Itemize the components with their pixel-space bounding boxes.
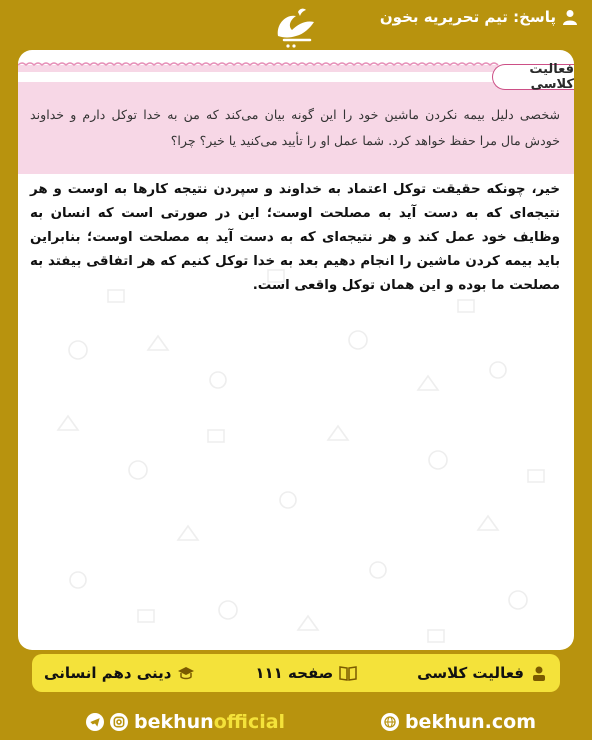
info-page: [255, 664, 357, 682]
student-icon: [530, 665, 548, 681]
info-activity: [417, 664, 548, 682]
top-bar: [0, 0, 592, 40]
user-icon: [562, 9, 578, 25]
website-link[interactable]: [381, 711, 536, 733]
website-text: bekhun.com: [404, 711, 536, 733]
graduation-cap-icon: [177, 665, 195, 681]
section-tab-classroom-activity: فعالیت کلاسی: [492, 64, 574, 90]
lesson-info-bar: [32, 654, 560, 692]
footer: [0, 704, 592, 740]
answer-text: خیر، چونکه حقیقت توکل اعتماد به خداوند و سپردن نتیجه کارها به اوست و هر نتیجه‌ای که به دست آید به مصلحت اوست؛ این در صورتی است که انسان به وظایف خود عمل کند و هر نتیجه‌ای که به دست آید به مصلحت اوست؛ بنابراین باید بیمه کردن ماشین را انجام دهیم بعد به خدا توکل کنیم که هر اتفاقی بیفتد به مصلحت ما بوده و این همان توکل واقعی است.: [30, 182, 560, 293]
book-icon: [339, 665, 357, 681]
answer-author-text: پاسخ: تیم تحریریه بخون: [379, 8, 556, 26]
instagram-icon: [110, 713, 128, 731]
decorative-lace-border: [18, 62, 574, 72]
social-handle-part2: official: [213, 711, 286, 733]
info-book-label: دینی دهم انسانی: [44, 664, 172, 682]
social-handle[interactable]: [86, 711, 285, 733]
content-card: [18, 50, 574, 650]
social-handle-part1: bekhun: [134, 711, 214, 733]
info-activity-label: فعالیت کلاسی: [417, 664, 524, 682]
bekhun-logo: [270, 6, 322, 54]
info-book: [44, 664, 195, 682]
question-text: شخصی دلیل بیمه نکردن ماشین خود را این گونه بیان می‌کند که من به خدا توکل دارم و خداوند خودش مال مرا حفظ خواهد کرد. شما عمل او را تأیید می‌کنید یا خیر؟ چرا؟: [30, 107, 560, 148]
globe-icon: [381, 713, 399, 731]
answer-author-label: [380, 8, 578, 26]
telegram-icon: [86, 713, 104, 731]
info-page-label: صفحه ۱۱۱: [255, 664, 334, 682]
